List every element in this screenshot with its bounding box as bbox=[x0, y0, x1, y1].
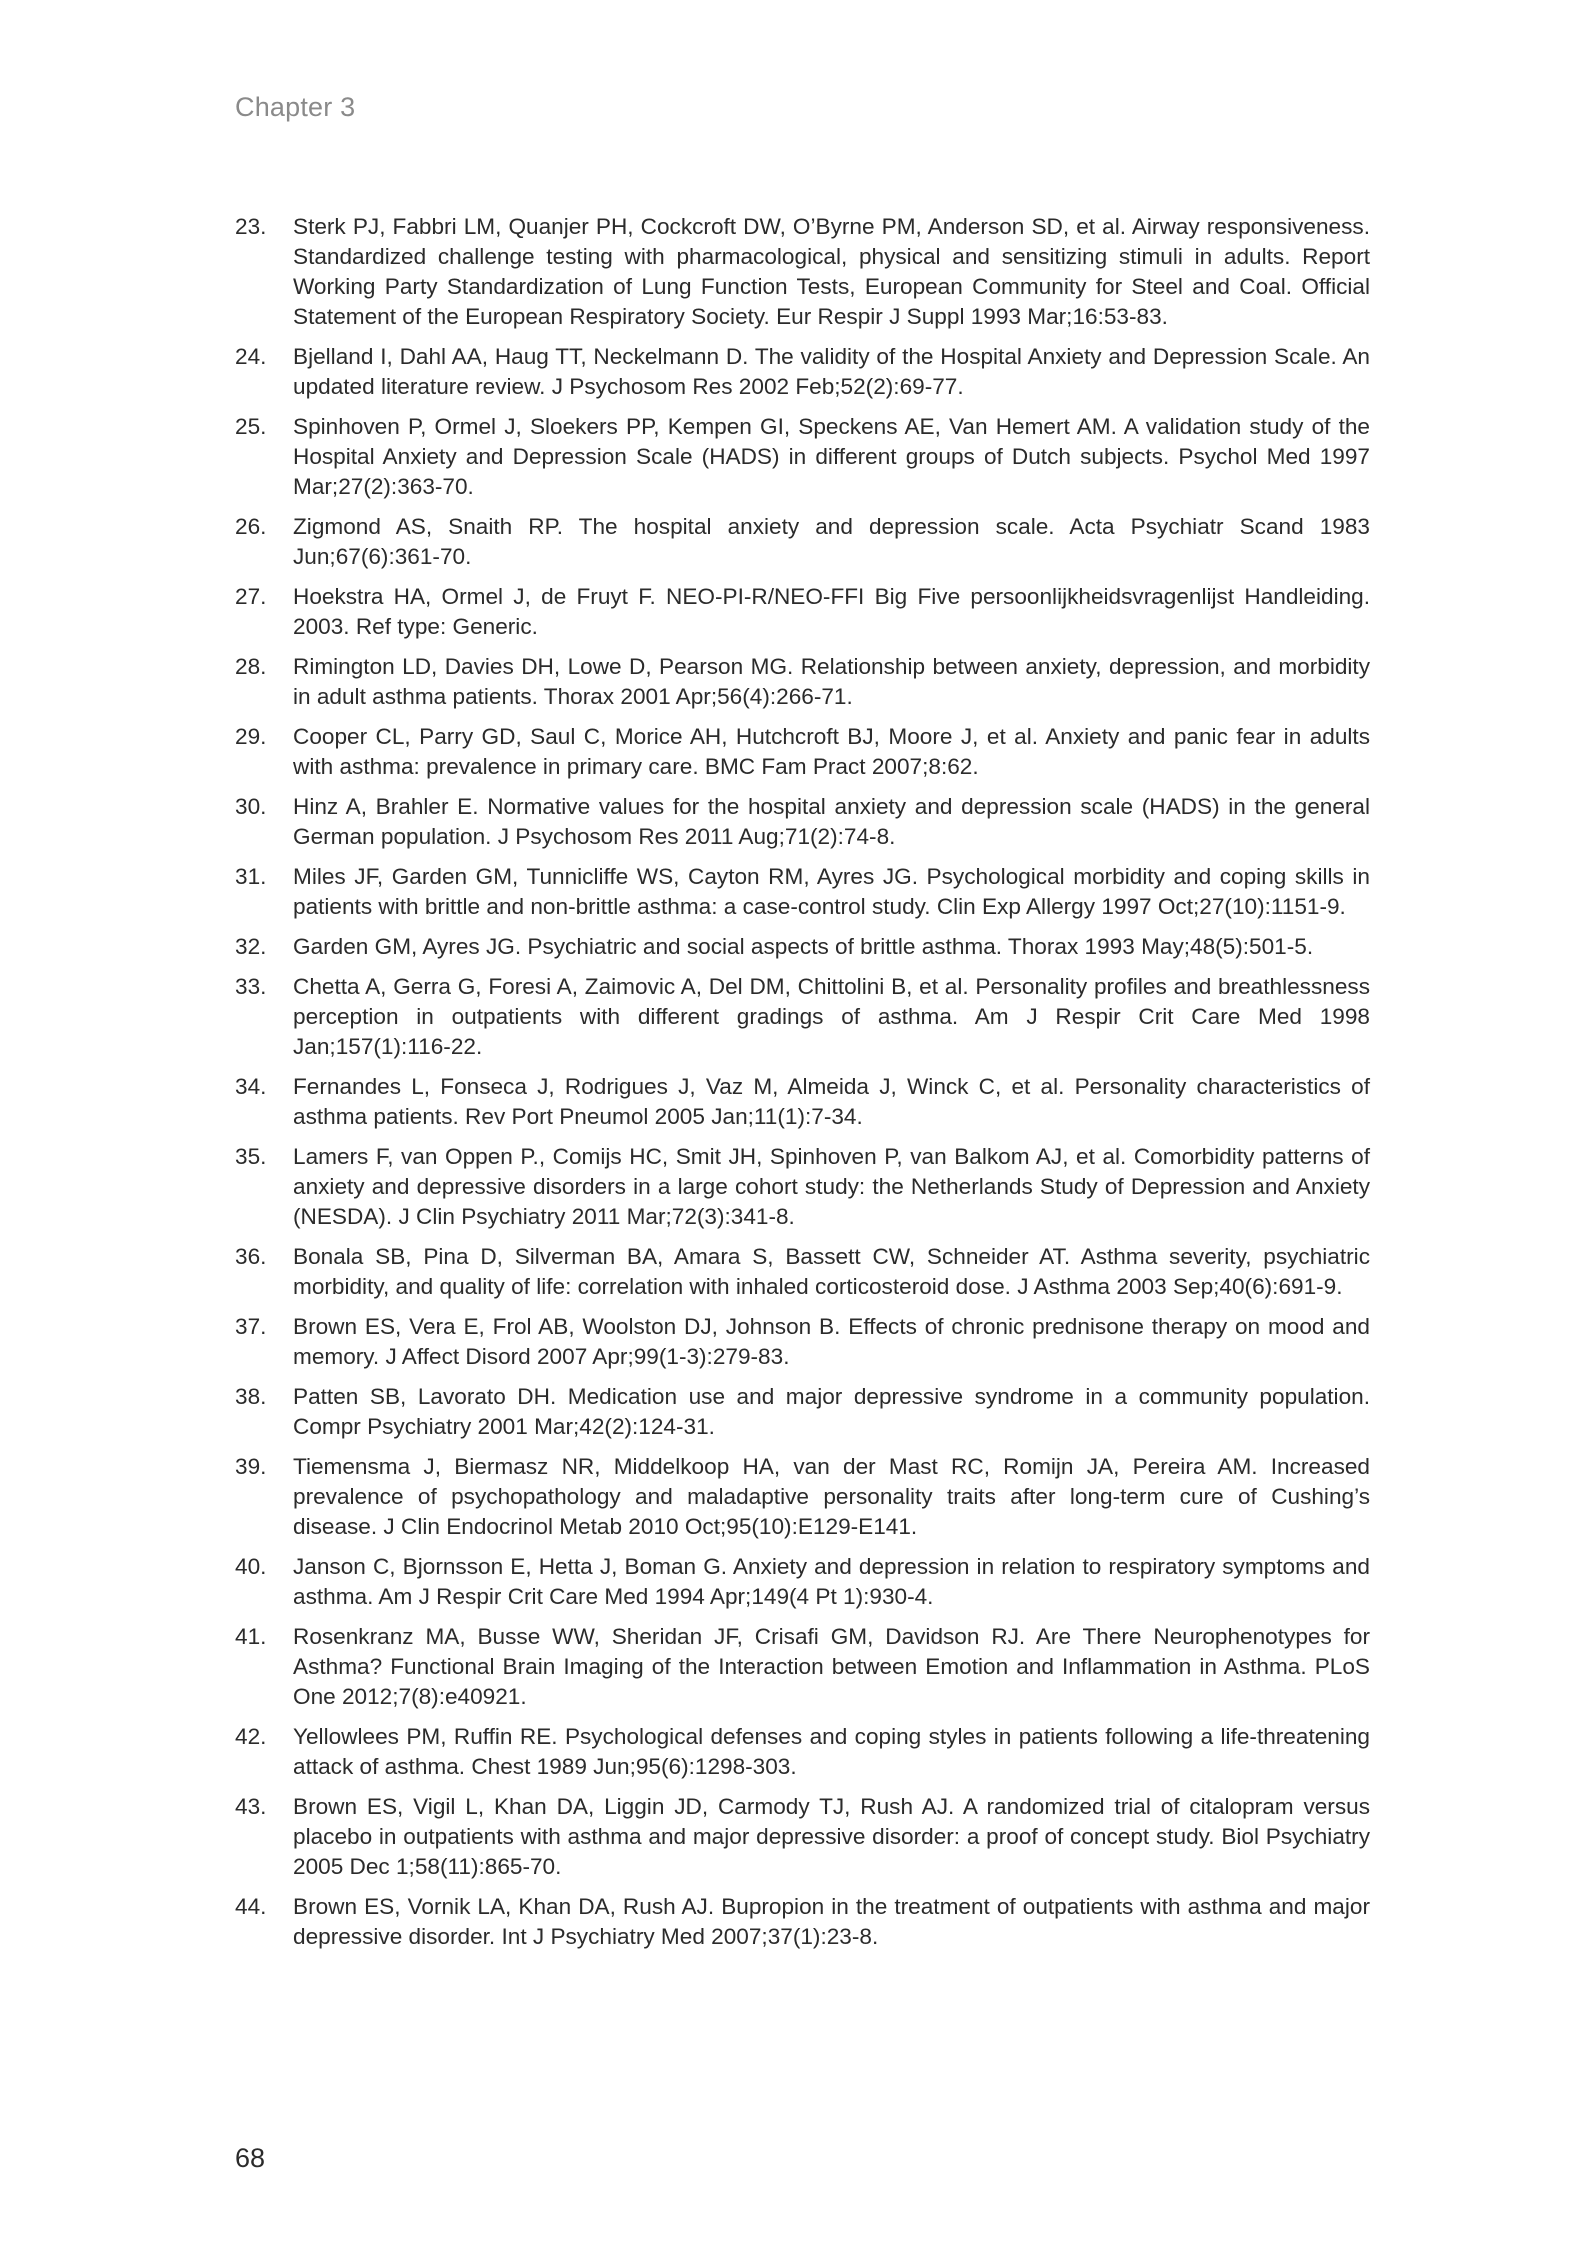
reference-text: Garden GM, Ayres JG. Psychiatric and social aspects of brittle asthma. Thorax 1993 May;48(5):501-5. bbox=[293, 934, 1314, 959]
reference-text: Chetta A, Gerra G, Foresi A, Zaimovic A, Del DM, Chittolini B, et al. Personality profiles and breathlessness perception in outpatients with different gradings of asthma. Am J Respir Crit Care Med 1998 Jan;157(1):116-22. bbox=[293, 974, 1370, 1059]
reference-item bbox=[235, 1892, 1370, 1952]
reference-text: Hoekstra HA, Ormel J, de Fruyt F. NEO-PI-R/NEO-FFI Big Five persoonlijkheidsvragenlijst Handleiding. 2003. Ref type: Generic. bbox=[293, 584, 1370, 639]
reference-text: Lamers F, van Oppen P., Comijs HC, Smit JH, Spinhoven P, van Balkom AJ, et al. Comorbidity patterns of anxiety and depressive disorders in a large cohort study: the Netherlands Study of Depression and Anxiety (NESDA). J Clin Psychiatry 2011 Mar;72(3):341-8. bbox=[293, 1144, 1370, 1229]
reference-number: 41. bbox=[235, 1624, 267, 1649]
reference-number: 28. bbox=[235, 654, 267, 679]
reference-text: Brown ES, Vornik LA, Khan DA, Rush AJ. Bupropion in the treatment of outpatients with asthma and major depressive disorder. Int J Psychiatry Med 2007;37(1):23-8. bbox=[293, 1894, 1370, 1949]
reference-number: 34. bbox=[235, 1074, 267, 1099]
reference-number: 25. bbox=[235, 414, 267, 439]
reference-item bbox=[235, 722, 1370, 782]
reference-text: Zigmond AS, Snaith RP. The hospital anxiety and depression scale. Acta Psychiatr Scand 1983 Jun;67(6):361-70. bbox=[293, 514, 1370, 569]
reference-text: Rimington LD, Davies DH, Lowe D, Pearson MG. Relationship between anxiety, depression, and morbidity in adult asthma patients. Thorax 2001 Apr;56(4):266-71. bbox=[293, 654, 1370, 709]
reference-text: Bonala SB, Pina D, Silverman BA, Amara S, Bassett CW, Schneider AT. Asthma severity, psychiatric morbidity, and quality of life: correlation with inhaled corticosteroid dose. J Asthma 2003 Sep;40(6):691-9. bbox=[293, 1244, 1370, 1299]
reference-item bbox=[235, 972, 1370, 1062]
reference-item bbox=[235, 1722, 1370, 1782]
reference-item bbox=[235, 1072, 1370, 1132]
reference-text: Tiemensma J, Biermasz NR, Middelkoop HA, van der Mast RC, Romijn JA, Pereira AM. Increased prevalence of psychopathology and maladaptive personality traits after long-term cure of Cushing’s disease. J Clin Endocrinol Metab 2010 Oct;95(10):E129-E141. bbox=[293, 1454, 1370, 1539]
reference-number: 24. bbox=[235, 344, 267, 369]
reference-item bbox=[235, 412, 1370, 502]
reference-number: 42. bbox=[235, 1724, 267, 1749]
reference-item bbox=[235, 212, 1370, 332]
reference-number: 26. bbox=[235, 514, 267, 539]
reference-item bbox=[235, 1242, 1370, 1302]
reference-text: Janson C, Bjornsson E, Hetta J, Boman G. Anxiety and depression in relation to respiratory symptoms and asthma. Am J Respir Crit Care Med 1994 Apr;149(4 Pt 1):930-4. bbox=[293, 1554, 1370, 1609]
reference-item bbox=[235, 1552, 1370, 1612]
reference-text: Spinhoven P, Ormel J, Sloekers PP, Kempen GI, Speckens AE, Van Hemert AM. A validation study of the Hospital Anxiety and Depression Scale (HADS) in different groups of Dutch subjects. Psychol Med 1997 Mar;27(2):363-70. bbox=[293, 414, 1370, 499]
reference-number: 30. bbox=[235, 794, 267, 819]
running-head: Chapter 3 bbox=[235, 92, 356, 122]
reference-item bbox=[235, 342, 1370, 402]
reference-text: Patten SB, Lavorato DH. Medication use and major depressive syndrome in a community population. Compr Psychiatry 2001 Mar;42(2):124-31. bbox=[293, 1384, 1370, 1439]
reference-item bbox=[235, 512, 1370, 572]
reference-number: 27. bbox=[235, 584, 267, 609]
reference-text: Sterk PJ, Fabbri LM, Quanjer PH, Cockcroft DW, O’Byrne PM, Anderson SD, et al. Airway responsiveness. Standardized challenge testing with pharmacological, physical and sensitizing stimuli in adults. Report Working Party Standardization of Lung Function Tests, European Community for Steel and Coal. Official Statement of the European Respiratory Society. Eur Respir J Suppl 1993 Mar;16:53-83. bbox=[293, 214, 1370, 329]
page-number: 68 bbox=[235, 2143, 266, 2173]
reference-number: 36. bbox=[235, 1244, 267, 1269]
reference-item bbox=[235, 1312, 1370, 1372]
reference-number: 38. bbox=[235, 1384, 267, 1409]
reference-item bbox=[235, 1792, 1370, 1882]
reference-item bbox=[235, 582, 1370, 642]
reference-text: Hinz A, Brahler E. Normative values for the hospital anxiety and depression scale (HADS) in the general German population. J Psychosom Res 2011 Aug;71(2):74-8. bbox=[293, 794, 1370, 849]
reference-item bbox=[235, 862, 1370, 922]
reference-number: 33. bbox=[235, 974, 267, 999]
reference-text: Brown ES, Vigil L, Khan DA, Liggin JD, Carmody TJ, Rush AJ. A randomized trial of citalopram versus placebo in outpatients with asthma and major depressive disorder: a proof of concept study. Biol Psychiatry 2005 Dec 1;58(11):865-70. bbox=[293, 1794, 1370, 1879]
reference-list bbox=[235, 212, 1370, 1962]
reference-text: Cooper CL, Parry GD, Saul C, Morice AH, Hutchcroft BJ, Moore J, et al. Anxiety and panic fear in adults with asthma: prevalence in primary care. BMC Fam Pract 2007;8:62. bbox=[293, 724, 1370, 779]
reference-item bbox=[235, 1452, 1370, 1542]
reference-number: 35. bbox=[235, 1144, 267, 1169]
reference-number: 31. bbox=[235, 864, 267, 889]
reference-text: Fernandes L, Fonseca J, Rodrigues J, Vaz M, Almeida J, Winck C, et al. Personality characteristics of asthma patients. Rev Port Pneumol 2005 Jan;11(1):7-34. bbox=[293, 1074, 1370, 1129]
reference-text: Bjelland I, Dahl AA, Haug TT, Neckelmann D. The validity of the Hospital Anxiety and Depression Scale. An updated literature review. J Psychosom Res 2002 Feb;52(2):69-77. bbox=[293, 344, 1370, 399]
reference-item bbox=[235, 1142, 1370, 1232]
reference-number: 29. bbox=[235, 724, 267, 749]
reference-number: 40. bbox=[235, 1554, 267, 1579]
reference-item bbox=[235, 1622, 1370, 1712]
reference-text: Rosenkranz MA, Busse WW, Sheridan JF, Crisafi GM, Davidson RJ. Are There Neurophenotypes for Asthma? Functional Brain Imaging of the Interaction between Emotion and Inflammation in Asthma. PLoS One 2012;7(8):e40921. bbox=[293, 1624, 1370, 1709]
reference-text: Yellowlees PM, Ruffin RE. Psychological defenses and coping styles in patients following a life-threatening attack of asthma. Chest 1989 Jun;95(6):1298-303. bbox=[293, 1724, 1370, 1779]
reference-item bbox=[235, 652, 1370, 712]
reference-number: 32. bbox=[235, 934, 267, 959]
reference-text: Brown ES, Vera E, Frol AB, Woolston DJ, Johnson B. Effects of chronic prednisone therapy on mood and memory. J Affect Disord 2007 Apr;99(1-3):279-83. bbox=[293, 1314, 1370, 1369]
reference-item bbox=[235, 932, 1370, 962]
reference-number: 43. bbox=[235, 1794, 267, 1819]
reference-item bbox=[235, 1382, 1370, 1442]
reference-text: Miles JF, Garden GM, Tunnicliffe WS, Cayton RM, Ayres JG. Psychological morbidity and coping skills in patients with brittle and non-brittle asthma: a case-control study. Clin Exp Allergy 1997 Oct;27(10):1151-9. bbox=[293, 864, 1370, 919]
reference-number: 39. bbox=[235, 1454, 267, 1479]
reference-number: 37. bbox=[235, 1314, 267, 1339]
reference-number: 44. bbox=[235, 1894, 267, 1919]
reference-item bbox=[235, 792, 1370, 852]
reference-number: 23. bbox=[235, 214, 267, 239]
